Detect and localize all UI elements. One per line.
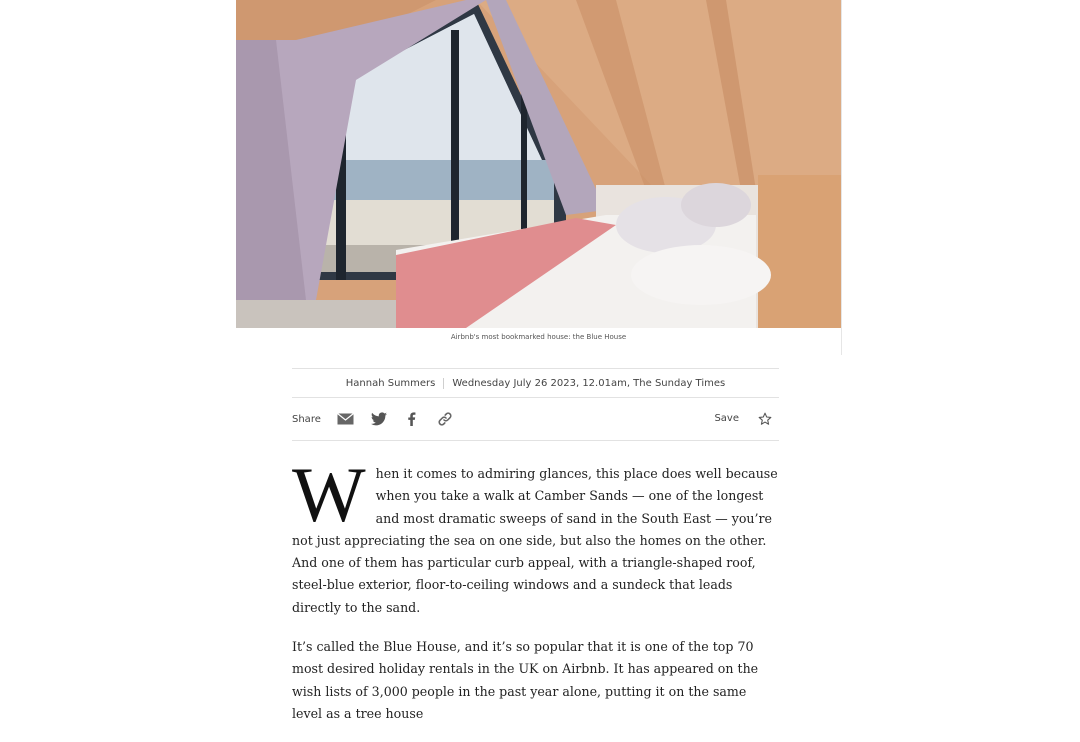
bedroom-illustration (236, 0, 841, 328)
hero-photo (236, 0, 841, 328)
byline (292, 368, 779, 398)
twitter-icon[interactable] (370, 410, 388, 428)
share-label: Share (292, 414, 321, 425)
byline-divider (443, 378, 444, 389)
save-button[interactable]: Save (714, 413, 739, 424)
article-body (292, 451, 779, 742)
facebook-icon[interactable] (403, 410, 421, 428)
dateline: Wednesday July 26 2023, 12.01am, The Sunday Times (452, 377, 726, 389)
share-bar (292, 397, 779, 441)
link-icon[interactable] (436, 410, 454, 428)
image-caption: Airbnb's most bookmarked house: the Blue House (450, 333, 627, 341)
drop-cap: W (292, 451, 366, 538)
star-icon[interactable] (757, 411, 773, 427)
email-icon[interactable] (337, 410, 355, 428)
author-name[interactable]: Hannah Summers (345, 377, 436, 389)
paragraph-text: hen it comes to admiring glances, this place does well because when you take a walk at Camber Sands — one of the longest and most dramatic sweeps of sand in the South East — you’re not just appreciating the sea on one side, but also the homes on the other. And one of them has particular curb appeal, with a triangle-shaped roof, steel-blue exterior, floor-to-ceiling windows and a sundeck that leads directly to the sand. (292, 466, 778, 615)
content-frame-edge (841, 0, 842, 355)
paragraph (292, 451, 779, 619)
paragraph: It’s called the Blue House, and it’s so popular that it is one of the top 70 most desired holiday rentals in the UK on Airbnb. It has appeared on the wish lists of 3,000 people in the past year alone, putting it on the same level as a tree house (292, 639, 759, 721)
